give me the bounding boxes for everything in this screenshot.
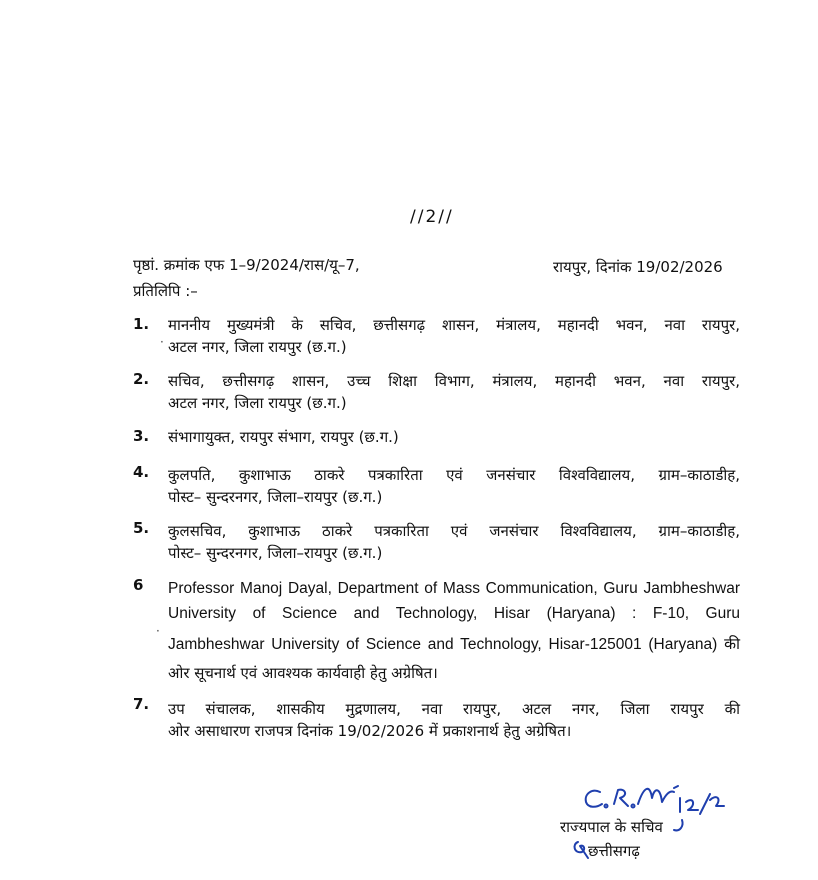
item-line: कुलपति, कुशाभाऊ ठाकरे पत्रकारिता एवं जनसंचार विश्वविद्यालय, ग्राम–काठाडीह, [168,466,740,484]
item-line: अटल नगर, जिला रायपुर (छ.ग.) [168,394,347,412]
item-line: संभागायुक्त, रायपुर संभाग, रायपुर (छ.ग.) [168,428,399,446]
page-number: //2// [410,207,454,227]
item-number: 2. [133,370,150,388]
item-number: 1. [133,315,150,333]
signatory-state: छत्तीसगढ़ [588,842,640,860]
item-line: सचिव, छत्तीसगढ़ शासन, उच्च शिक्षा विभाग, मंत्रालय, महानदी भवन, नवा रायपुर, [168,372,740,390]
signature-stroke [674,786,678,788]
item-line: पोस्ट– सुन्दरनगर, जिला–रायपुर (छ.ग.) [168,544,383,562]
copy-label: प्रतिलिपि :– [133,282,198,300]
place-date: रायपुर, दिनांक 19/02/2026 [553,258,723,276]
item-line: ओर सूचनार्थ एवं आवश्यक कार्यवाही हेतु अग्रेषित। [168,664,438,682]
item-number: 6 [133,576,144,594]
signature-stroke [638,789,674,804]
item-line: पोस्ट– सुन्दरनगर, जिला–रायपुर (छ.ग.) [168,488,383,506]
item-line: ओर असाधारण राजपत्र दिनांक 19/02/2026 में प्रकाशनार्थ हेतु अग्रेषित। [168,722,572,740]
item-number: 7. [133,695,150,713]
signature-stroke [686,800,698,810]
item-line: कुलसचिव, कुशाभाऊ ठाकरे पत्रकारिता एवं जनसंचार विश्वविद्यालय, ग्राम–काठाडीह, [168,522,740,540]
item-line: Jambheshwar University of Science and Technology, Hisar-125001 (Haryana) की [168,636,740,653]
item-line: अटल नगर, जिला रायपुर (छ.ग.) [168,338,347,356]
item-line: माननीय मुख्यमंत्री के सचिव, छत्तीसगढ़ शासन, मंत्रालय, महानदी भवन, नवा रायपुर, [168,316,740,334]
signature-stroke [710,797,724,806]
signature-stroke [614,790,628,806]
reference-number: पृष्ठां. क्रमांक एफ 1–9/2024/रास/यू–7, [133,256,360,274]
signature-block [560,815,663,863]
signature-stroke [586,791,602,807]
item-number: 3. [133,427,150,445]
signature-stroke [700,794,710,814]
scan-mark: · [156,624,160,638]
item-line: Professor Manoj Dayal, Department of Mass Communication, Guru Jambheshwar [168,580,740,597]
signature-stroke [605,805,608,808]
item-number: 4. [133,463,150,481]
item-line: उप संचालक, शासकीय मुद्रणालय, नवा रायपुर, अटल नगर, जिला रायपुर की [168,700,740,718]
item-number: 5. [133,519,150,537]
signature-stroke [674,820,683,830]
item-line: University of Science and Technology, Hisar (Haryana) : F-10, Guru [168,605,740,622]
scan-mark: · [160,335,164,349]
signatory-designation: राज्यपाल के सचिव [560,818,663,836]
signature-stroke [632,805,635,808]
